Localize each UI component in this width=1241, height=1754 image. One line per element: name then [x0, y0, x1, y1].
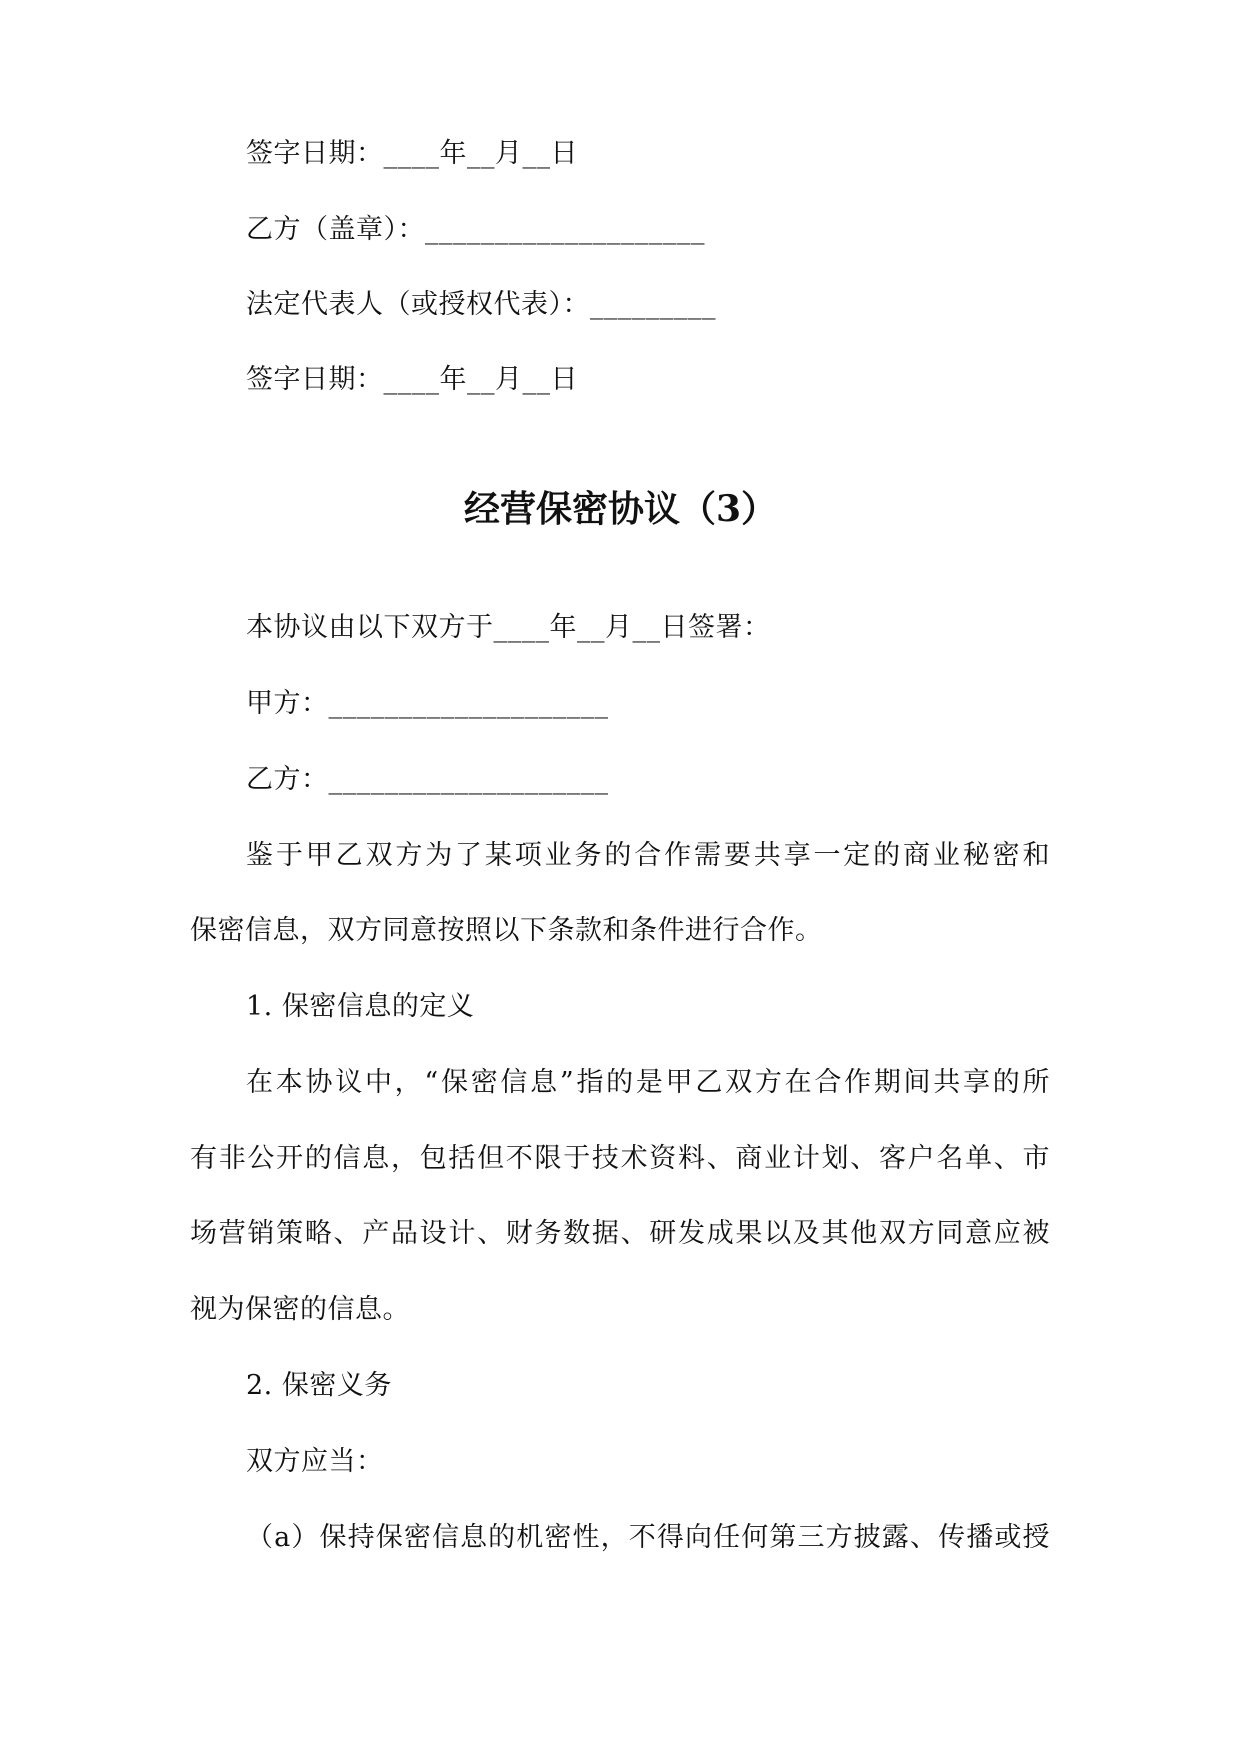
- section-2-item-a: （a）保持保密信息的机密性，不得向任何第三方披露、传播或授: [246, 1522, 1050, 1553]
- party-b-seal-line: 乙方（盖章）：____________________: [246, 214, 705, 245]
- section-2-lead: 双方应当：: [246, 1446, 384, 1477]
- section-1-heading: 1. 保密信息的定义: [246, 991, 475, 1022]
- section-1-line-3: 场营销策略、产品设计、财务数据、研发成果以及其他双方同意应被: [190, 1218, 1050, 1249]
- signature-date-line-2: 签字日期：____年__月__日: [246, 364, 578, 395]
- party-a-line: 甲方：____________________: [246, 688, 609, 719]
- preamble-line-2: 保密信息，双方同意按照以下条款和条件进行合作。: [190, 915, 823, 946]
- party-b-line: 乙方：____________________: [246, 764, 609, 795]
- document-title: 经营保密协议（3）: [463, 488, 778, 530]
- section-1-line-2: 有非公开的信息，包括但不限于技术资料、商业计划、客户名单、市: [190, 1143, 1050, 1174]
- legal-representative-line: 法定代表人（或授权代表）：_________: [246, 289, 716, 320]
- section-2-heading: 2. 保密义务: [246, 1370, 392, 1401]
- signing-date-statement: 本协议由以下双方于____年__月__日签署：: [246, 612, 771, 643]
- section-1-line-1: 在本协议中，“保密信息”指的是甲乙双方在合作期间共享的所: [246, 1067, 1050, 1098]
- signature-date-line: 签字日期：____年__月__日: [246, 138, 578, 169]
- preamble-line-1: 鉴于甲乙双方为了某项业务的合作需要共享一定的商业秘密和: [246, 840, 1050, 871]
- section-1-line-4: 视为保密的信息。: [190, 1294, 410, 1325]
